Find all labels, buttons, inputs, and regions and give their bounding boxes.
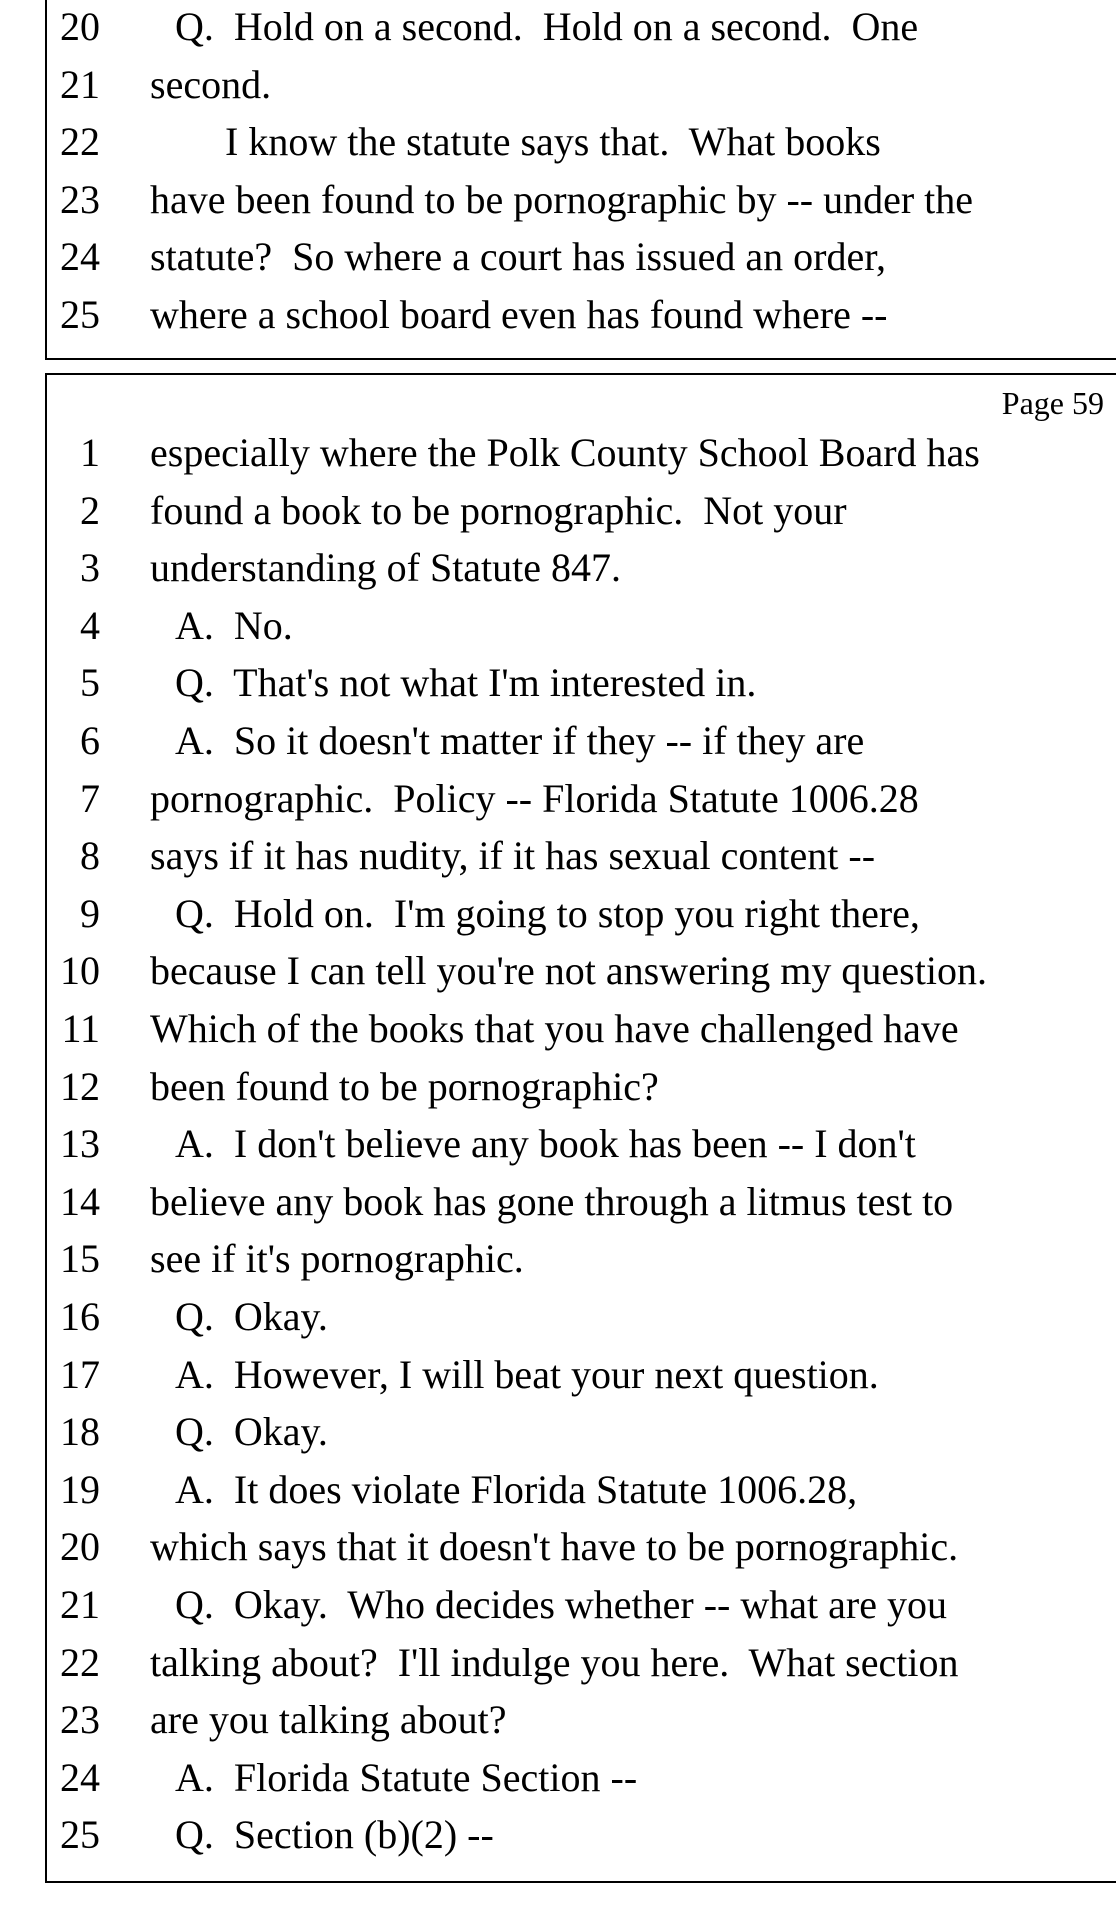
transcript-line — [0, 228, 1116, 286]
line-text: Q. Okay. Who decides whether -- what are you — [175, 1582, 947, 1627]
line-number: 9 — [80, 890, 100, 936]
line-number: 13 — [60, 1121, 100, 1167]
line-number: 8 — [80, 833, 100, 879]
line-number: 19 — [60, 1466, 100, 1512]
line-text: Q. Section (b)(2) -- — [175, 1812, 494, 1858]
transcript-line — [0, 1518, 1116, 1576]
transcript-line — [0, 286, 1116, 344]
transcript-line — [0, 539, 1116, 597]
transcript-line — [0, 482, 1116, 540]
transcript-line — [0, 1230, 1116, 1288]
line-number: 15 — [60, 1236, 100, 1282]
transcript-line — [0, 885, 1116, 943]
transcript-line — [0, 654, 1116, 712]
transcript-line — [0, 1461, 1116, 1519]
line-text: see if it's pornographic. — [150, 1236, 524, 1282]
transcript-line — [0, 712, 1116, 770]
line-text: A. No. — [175, 602, 293, 648]
line-text: pornographic. Policy -- Florida Statute 1006.28 — [150, 775, 919, 821]
line-text: A. I don't believe any book has been -- I don't — [175, 1121, 916, 1167]
line-number: 12 — [60, 1063, 100, 1109]
line-number: 5 — [80, 660, 100, 706]
transcript-line — [0, 1806, 1116, 1864]
line-number: 21 — [60, 1582, 100, 1627]
line-text: A. However, I will beat your next question. — [175, 1351, 879, 1397]
transcript-line — [0, 1288, 1116, 1346]
line-text: Q. Hold on. I'm going to stop you right there, — [175, 890, 920, 936]
line-number: 6 — [80, 718, 100, 763]
line-text: A. Florida Statute Section -- — [175, 1754, 638, 1800]
line-number: 11 — [61, 1006, 100, 1051]
line-text: where a school board even has found where -- — [150, 291, 888, 337]
transcript-line — [0, 1173, 1116, 1231]
transcript-line — [0, 1634, 1116, 1692]
transcript-line — [0, 770, 1116, 828]
transcript-line — [0, 942, 1116, 1000]
line-text: especially where the Polk County School Board has — [150, 430, 980, 475]
line-number: 23 — [60, 176, 100, 222]
transcript-line — [0, 0, 1116, 56]
line-text: believe any book has gone through a litmus test to — [150, 1178, 954, 1224]
line-number: 2 — [80, 487, 100, 533]
line-text: statute? So where a court has issued an order, — [150, 234, 886, 279]
transcript-line — [0, 827, 1116, 885]
line-number: 20 — [60, 1524, 100, 1570]
line-number: 14 — [60, 1178, 100, 1224]
line-number: 16 — [60, 1294, 100, 1339]
line-number: 21 — [60, 61, 100, 107]
transcript-line — [0, 1403, 1116, 1461]
transcript-line — [0, 1576, 1116, 1634]
line-number: 20 — [60, 4, 100, 49]
transcript-line — [0, 1058, 1116, 1116]
line-number: 24 — [60, 234, 100, 279]
line-text: because I can tell you're not answering my question. — [150, 948, 987, 994]
line-text: been found to be pornographic? — [150, 1063, 659, 1109]
line-number: 18 — [60, 1409, 100, 1455]
line-text: second. — [150, 61, 272, 107]
line-text: have been found to be pornographic by -- under the — [150, 176, 974, 222]
line-text: I know the statute says that. What books — [225, 119, 881, 164]
line-number: 23 — [60, 1697, 100, 1743]
transcript-line — [0, 1346, 1116, 1404]
transcript-line — [0, 113, 1116, 171]
line-number: 17 — [60, 1351, 100, 1397]
line-number: 10 — [60, 948, 100, 994]
transcript-line — [0, 1115, 1116, 1173]
line-number: 25 — [60, 291, 100, 337]
transcript-line — [0, 597, 1116, 655]
line-text: are you talking about? — [150, 1697, 507, 1743]
transcript-line — [0, 424, 1116, 482]
line-number: 4 — [80, 602, 100, 648]
line-number: 25 — [60, 1812, 100, 1858]
line-text: says if it has nudity, if it has sexual content -- — [150, 833, 876, 879]
line-text: Q. Okay. — [175, 1294, 328, 1339]
transcript-line — [0, 56, 1116, 114]
line-text: found a book to be pornographic. Not your — [150, 487, 847, 533]
line-text: understanding of Statute 847. — [150, 545, 622, 591]
line-number: 1 — [80, 430, 100, 475]
transcript-line — [0, 1691, 1116, 1749]
line-text: A. It does violate Florida Statute 1006.28, — [175, 1466, 858, 1512]
line-text: A. So it doesn't matter if they -- if they are — [175, 718, 865, 763]
line-text: talking about? I'll indulge you here. What section — [150, 1639, 959, 1685]
line-number: 7 — [80, 775, 100, 821]
line-number: 24 — [60, 1754, 100, 1800]
line-number: 22 — [60, 119, 100, 164]
line-number: 22 — [60, 1639, 100, 1685]
line-number: 3 — [80, 545, 100, 591]
page-number-label: Page 59 — [1001, 385, 1104, 421]
transcript-line — [0, 171, 1116, 229]
transcript-line — [0, 1000, 1116, 1058]
transcript-line — [0, 1749, 1116, 1807]
line-text: Q. Hold on a second. Hold on a second. One — [175, 4, 919, 49]
line-text: Q. Okay. — [175, 1409, 328, 1455]
line-text: Q. That's not what I'm interested in. — [175, 660, 757, 706]
line-text: which says that it doesn't have to be pornographic. — [150, 1524, 959, 1570]
line-text: Which of the books that you have challenged have — [150, 1006, 959, 1051]
